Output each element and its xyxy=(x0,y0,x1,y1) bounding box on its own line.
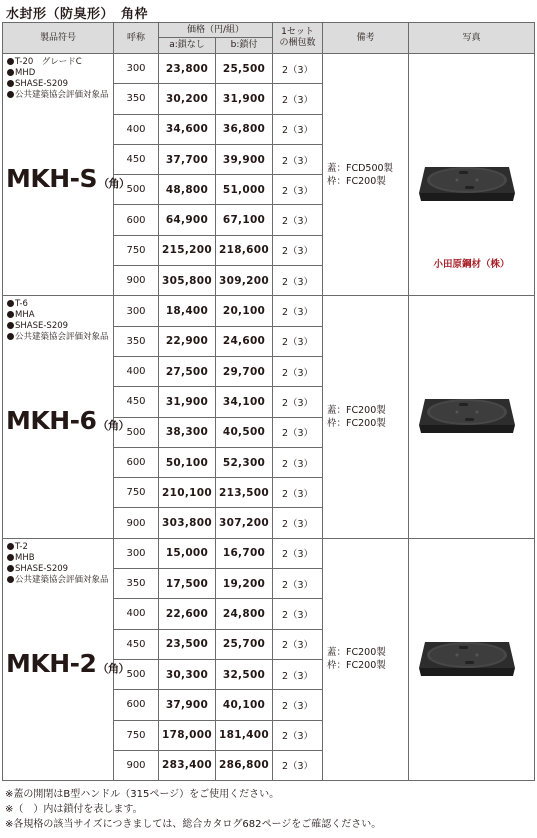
spec-item xyxy=(7,310,113,321)
model-name: MKH-2 xyxy=(6,648,97,678)
manhole-cover-photo xyxy=(417,381,517,441)
nominal-cell: 350 xyxy=(114,84,159,114)
bullet-icon xyxy=(7,576,14,583)
bullet-icon xyxy=(7,543,14,550)
bullet-icon xyxy=(7,91,14,98)
spec-item xyxy=(7,332,113,343)
price-b-cell: 36,800 xyxy=(216,114,273,144)
price-b-cell: 19,200 xyxy=(216,569,273,599)
price-b-cell: 213,500 xyxy=(216,478,273,508)
pack-cell: 2（3） xyxy=(273,629,323,659)
spec-item xyxy=(7,57,113,68)
pack-cell: 2（3） xyxy=(273,538,323,568)
pack-cell: 2（3） xyxy=(273,720,323,750)
pack-cell: 2（3） xyxy=(273,417,323,447)
price-b-cell: 31,900 xyxy=(216,84,273,114)
spec-item xyxy=(7,79,113,90)
spec-item xyxy=(7,575,113,586)
spec-label: MHA xyxy=(15,310,35,321)
pack-cell: 2（3） xyxy=(273,659,323,689)
price-a-cell: 18,400 xyxy=(159,296,216,326)
pack-cell: 2（3） xyxy=(273,387,323,417)
spec-label: SHASE-S209 xyxy=(15,563,69,574)
price-b-cell: 40,500 xyxy=(216,417,273,447)
price-b-cell: 67,100 xyxy=(216,205,273,235)
header-price-b: b:鎖付 xyxy=(216,38,273,54)
nominal-cell: 400 xyxy=(114,114,159,144)
pack-cell: 2（3） xyxy=(273,266,323,296)
bullet-icon xyxy=(7,80,14,87)
bullet-icon xyxy=(7,322,14,329)
model-name: MKH-6 xyxy=(6,406,97,436)
bullet-icon xyxy=(7,554,14,561)
spec-item xyxy=(7,299,113,310)
price-a-cell: 23,500 xyxy=(159,629,216,659)
price-b-cell: 218,600 xyxy=(216,235,273,265)
footnote-3: ※各規格の該当サイズにつきましては、総合カタログ682ページをご確認ください。 xyxy=(5,819,382,830)
footnote-2: ※（ ）内は鎖付を表します。 xyxy=(5,804,143,815)
product-cell xyxy=(3,296,129,538)
pack-cell: 2（3） xyxy=(273,356,323,386)
nominal-cell: 350 xyxy=(114,326,159,356)
price-a-cell: 178,000 xyxy=(159,720,216,750)
pack-cell: 2（3） xyxy=(273,235,323,265)
manhole-cover-photo xyxy=(417,149,517,209)
spec-label: T-20 グレードC xyxy=(15,57,82,67)
page-title: 水封形（防臭形） 角枠 xyxy=(6,7,149,22)
nominal-cell: 900 xyxy=(114,266,159,296)
nominal-cell: 350 xyxy=(114,569,159,599)
photo-cell xyxy=(409,296,535,538)
price-a-cell: 23,800 xyxy=(159,54,216,84)
pack-cell: 2（3） xyxy=(273,750,323,780)
model-suffix: （角） xyxy=(97,661,129,675)
spec-list xyxy=(3,539,113,586)
table-row xyxy=(3,538,535,568)
pack-cell: 2（3） xyxy=(273,447,323,477)
photo-cell xyxy=(409,54,535,296)
spec-label: MHD xyxy=(15,68,36,78)
price-a-cell: 30,300 xyxy=(159,659,216,689)
spec-item xyxy=(7,542,113,553)
maker-name: 小田原鋼材（株） xyxy=(433,259,510,270)
spec-item xyxy=(7,564,113,575)
price-b-cell: 307,200 xyxy=(216,508,273,538)
nominal-cell: 400 xyxy=(114,599,159,629)
pack-cell: 2（3） xyxy=(273,54,323,84)
nominal-cell: 750 xyxy=(114,720,159,750)
notes-cell xyxy=(323,54,409,296)
nominal-cell: 600 xyxy=(114,205,159,235)
pack-cell: 2（3） xyxy=(273,599,323,629)
note-lid: 蓋：FC200製 xyxy=(327,647,386,659)
bullet-icon xyxy=(7,69,14,76)
nominal-cell: 300 xyxy=(114,54,159,84)
price-a-cell: 22,900 xyxy=(159,326,216,356)
pack-cell: 2（3） xyxy=(273,296,323,326)
model-code xyxy=(6,406,129,435)
spec-label: 公共建築協会評価対象品 xyxy=(15,332,109,343)
price-a-cell: 38,300 xyxy=(159,417,216,447)
spec-list xyxy=(3,296,113,343)
header-notes: 備考 xyxy=(323,23,409,54)
product-cell xyxy=(3,538,129,780)
price-a-cell: 31,900 xyxy=(159,387,216,417)
nominal-cell: 450 xyxy=(114,144,159,174)
manhole-cover-photo xyxy=(417,624,517,684)
notes-cell xyxy=(323,296,409,538)
header-nominal: 呼称 xyxy=(114,23,159,54)
photo-cell xyxy=(409,538,535,780)
footnote-1: ※蓋の開閉はB型ハンドル（315ページ）をご使用ください。 xyxy=(5,789,280,800)
spec-item xyxy=(7,553,113,564)
price-a-cell: 305,800 xyxy=(159,266,216,296)
table-row xyxy=(3,296,535,326)
nominal-cell: 600 xyxy=(114,447,159,477)
price-b-cell: 32,500 xyxy=(216,659,273,689)
price-a-cell: 48,800 xyxy=(159,175,216,205)
price-a-cell: 17,500 xyxy=(159,569,216,599)
nominal-cell: 900 xyxy=(114,508,159,538)
spec-label: T-2 xyxy=(15,541,28,552)
header-price-a: a:鎖なし xyxy=(159,38,216,54)
price-a-cell: 283,400 xyxy=(159,750,216,780)
price-a-cell: 15,000 xyxy=(159,538,216,568)
price-b-cell: 181,400 xyxy=(216,720,273,750)
nominal-cell: 450 xyxy=(114,629,159,659)
price-b-cell: 51,000 xyxy=(216,175,273,205)
price-b-cell: 52,300 xyxy=(216,447,273,477)
price-b-cell: 309,200 xyxy=(216,266,273,296)
pack-cell: 2（3） xyxy=(273,478,323,508)
price-b-cell: 286,800 xyxy=(216,750,273,780)
price-a-cell: 50,100 xyxy=(159,447,216,477)
pack-cell: 2（3） xyxy=(273,205,323,235)
pack-cell: 2（3） xyxy=(273,508,323,538)
price-a-cell: 34,600 xyxy=(159,114,216,144)
spec-label: 公共建築協会評価対象品 xyxy=(15,90,109,100)
nominal-cell: 500 xyxy=(114,175,159,205)
spec-list xyxy=(3,54,113,101)
price-a-cell: 30,200 xyxy=(159,84,216,114)
price-a-cell: 215,200 xyxy=(159,235,216,265)
price-a-cell: 210,100 xyxy=(159,478,216,508)
price-b-cell: 39,900 xyxy=(216,144,273,174)
model-code xyxy=(6,164,130,193)
nominal-cell: 750 xyxy=(114,235,159,265)
price-table xyxy=(2,22,535,781)
nominal-cell: 500 xyxy=(114,417,159,447)
pack-cell: 2（3） xyxy=(273,175,323,205)
bullet-icon xyxy=(7,311,14,318)
price-b-cell: 40,100 xyxy=(216,690,273,720)
pack-cell: 2（3） xyxy=(273,144,323,174)
notes-cell xyxy=(323,538,409,780)
note-frame: 枠：FC200製 xyxy=(327,175,386,187)
spec-label: SHASE-S209 xyxy=(15,79,69,89)
pack-cell: 2（3） xyxy=(273,326,323,356)
pack-cell: 2（3） xyxy=(273,690,323,720)
price-b-cell: 24,600 xyxy=(216,326,273,356)
model-suffix: （角） xyxy=(97,419,129,433)
nominal-cell: 600 xyxy=(114,690,159,720)
spec-item xyxy=(7,90,113,101)
header-pack-line1: 1セット xyxy=(281,27,314,37)
nominal-cell: 750 xyxy=(114,478,159,508)
price-a-cell: 64,900 xyxy=(159,205,216,235)
spec-label: MHB xyxy=(15,552,35,563)
price-b-cell: 34,100 xyxy=(216,387,273,417)
price-table-body xyxy=(3,54,535,781)
note-frame: 枠：FC200製 xyxy=(327,418,386,430)
bullet-icon xyxy=(7,300,14,307)
price-b-cell: 25,700 xyxy=(216,629,273,659)
price-b-cell: 20,100 xyxy=(216,296,273,326)
note-frame: 枠：FC200製 xyxy=(327,660,386,672)
price-b-cell: 24,800 xyxy=(216,599,273,629)
bullet-icon xyxy=(7,565,14,572)
spec-label: SHASE-S209 xyxy=(15,321,69,332)
nominal-cell: 450 xyxy=(114,387,159,417)
note-lid: 蓋：FCD500製 xyxy=(327,162,394,174)
product-cell xyxy=(3,54,130,296)
model-code xyxy=(6,649,129,678)
price-a-cell: 22,600 xyxy=(159,599,216,629)
nominal-cell: 300 xyxy=(114,296,159,326)
bullet-icon xyxy=(7,58,14,65)
price-a-cell: 37,700 xyxy=(159,144,216,174)
nominal-cell: 300 xyxy=(114,538,159,568)
spec-item xyxy=(7,321,113,332)
header-photo: 写真 xyxy=(409,23,535,54)
price-a-cell: 37,900 xyxy=(159,690,216,720)
nominal-cell: 400 xyxy=(114,356,159,386)
bullet-icon xyxy=(7,333,14,340)
spec-label: 公共建築協会評価対象品 xyxy=(15,574,109,585)
pack-cell: 2（3） xyxy=(273,84,323,114)
nominal-cell: 500 xyxy=(114,659,159,689)
pack-cell: 2（3） xyxy=(273,114,323,144)
header-pack-line2: の梱包数 xyxy=(279,38,316,48)
note-lid: 蓋：FC200製 xyxy=(327,405,386,417)
price-b-cell: 29,700 xyxy=(216,356,273,386)
model-name: MKH-S xyxy=(6,164,98,193)
nominal-cell: 900 xyxy=(114,750,159,780)
pack-cell: 2（3） xyxy=(273,569,323,599)
price-a-cell: 27,500 xyxy=(159,356,216,386)
spec-label: T-6 xyxy=(15,299,28,310)
table-row xyxy=(3,54,535,84)
price-b-cell: 16,700 xyxy=(216,538,273,568)
model-suffix: （角） xyxy=(98,177,130,190)
price-b-cell: 25,500 xyxy=(216,54,273,84)
header-product: 製品符号 xyxy=(3,23,114,54)
spec-item xyxy=(7,68,113,79)
price-a-cell: 303,800 xyxy=(159,508,216,538)
header-price: 価格（円/組） xyxy=(159,23,273,38)
header-pack xyxy=(273,23,323,54)
